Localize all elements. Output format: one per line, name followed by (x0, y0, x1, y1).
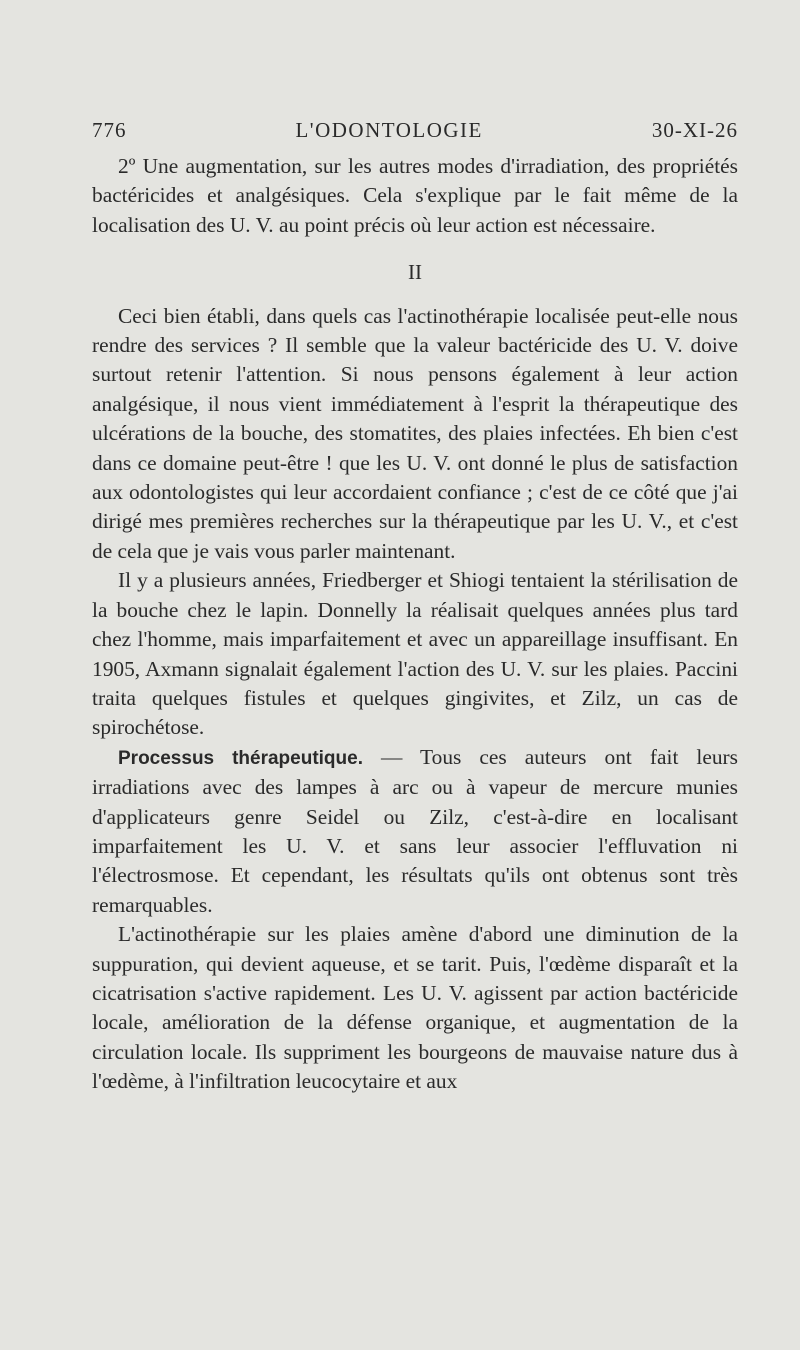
body-text (92, 152, 738, 1097)
section-number: II (408, 260, 422, 285)
running-header (92, 118, 738, 152)
paragraph-1: 2º Une augmentation, sur les autres modes d'irradiation, des propriétés bactéricides et analgésiques. Cela s'explique par le fait même de la localisation des U. V. au point précis où leur action est nécessaire. (92, 154, 738, 237)
paragraph-4 (92, 743, 738, 920)
issue-date: 30-XI-26 (651, 118, 738, 142)
journal-title: L'ODONTOLOGIE (295, 118, 483, 142)
paragraph-5: L'actinothérapie sur les plaies amène d'abord une diminution de la suppuration, qui devient aqueuse, et se tarit. Puis, l'œdème disparaît et la cicatrisation s'active rapidement. Les U. V. agissent par action bactéricide locale, amélioration de la défense organique, et augmentation de la circulation locale. Ils suppriment les bourgeons de mauvaise nature dus à l'œdème, à l'infiltration leucocytaire et aux (92, 922, 738, 1094)
paragraph-4-text: — Tous ces auteurs ont fait leurs irradiations avec des lampes à arc ou à vapeur de mercure munies d'applicateurs genre Seidel ou Zilz, c'est-à-dire en localisant imparfaitement les U. V. et sans leur associer l'effluvation ni l'électrosmose. Et cependant, les résultats qu'ils ont obtenus sont très remarquables. (92, 744, 738, 917)
paragraph-2: Ceci bien établi, dans quels cas l'actinothérapie localisée peut-elle nous rendre des services ? Il semble que la valeur bactéricide des U. V. doive surtout retenir l'attention. Si nous pensons également à leur action analgésique, il nous vient immédiatement à l'esprit la thérapeutique des ulcérations de la bouche, des stomatites, des plaies infectées. Eh bien c'est dans ce domaine peut-être ! que les U. V. ont donné le plus de satisfaction aux odontologistes qui leur accordaient confiance ; c'est de ce côté que j'ai dirigé mes premières recherches sur la thérapeutique par les U. V., et c'est de cela que je vais vous parler maintenant. (92, 303, 738, 563)
book-page (92, 118, 738, 1097)
page-number: 776 (92, 118, 127, 142)
paragraph-3: Il y a plusieurs années, Friedberger et Shiogi tentaient la stérilisation de la bouche chez le lapin. Donnelly la réalisait quelques années plus tard chez l'homme, mais imparfaitement et avec un appareillage insuffisant. En 1905, Axmann signalait également l'action des U. V. sur les plaies. Paccini traita quelques fistules et quelques gingivites, et Zilz, un cas de spirochétose. (92, 568, 738, 740)
run-in-heading: Processus thérapeutique. (118, 747, 363, 769)
